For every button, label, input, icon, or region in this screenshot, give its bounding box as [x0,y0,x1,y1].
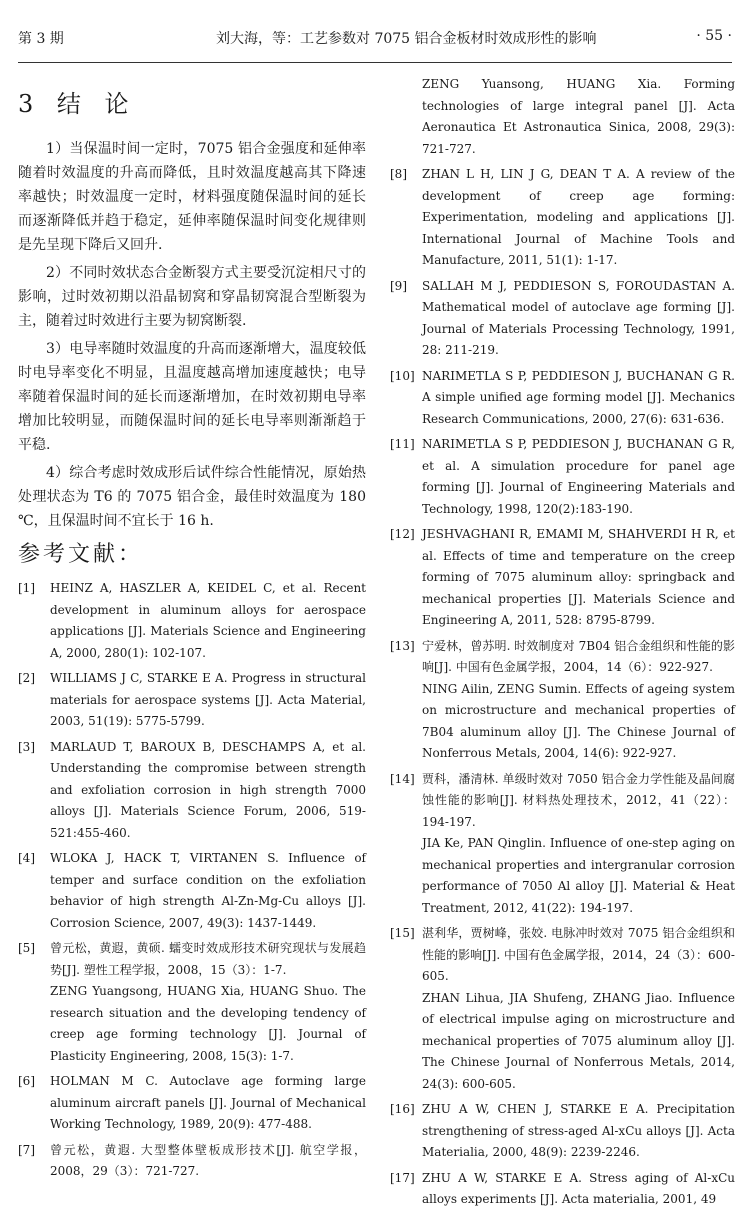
reference-body [422,923,735,1095]
reference-number: [12] [390,527,415,541]
reference-item [390,769,735,920]
reference-text: WILLIAMS J C, STARKE E A. Progress in structural materials for aerospace systems [J]. Acta Material, 2003, 51(19): 5775-5799. [50,671,366,728]
reference-item [390,164,735,272]
reference-body [422,524,735,632]
reference-text: WLOKA J, HACK T, VIRTANEN S. Influence of temper and surface condition on the exfoliation behavior of high strength Al-Zn-Mg-Cu alloys [J]. Corrosion Science, 2007, 49(3): 1437-1449. [50,851,366,930]
reference-continuation: ZENG Yuansong, HUANG Xia. Forming technologies of large integral panel [J]. Acta Aeronautica Et Astronautica Sinica, 2008, 29(3): 721-727. [422,77,735,156]
references-list-left [18,578,366,1183]
reference-item [18,737,366,845]
reference-number: [5] [18,941,35,955]
reference-item [390,1099,735,1164]
conclusion-paragraph: 3）电导率随时效温度的升高而逐渐增大，温度较低时电导率变化不明显，且温度越高增加速度越快；电导率随着保温时间的延长而逐渐增加，在时效初期电导率增加比较明显，而随保温时间的延长电导率则渐渐趋于平稳. [18,341,366,453]
reference-text: 宁爱林，曾苏明. 时效制度对 7B04 铝合金组织和性能的影响[J]. 中国有色金属学报，2004，14（6）：922-927. [422,638,735,674]
conclusion-paragraph: 1）当保温时间一定时，7075 铝合金强度和延伸率随着时效温度的升高而降低，且时效温度越高其下降速率越快；时效温度一定时，材料强度随保温时间的延长而逐渐降低并趋于稳定，延伸率随保温时间变化规律则是先呈现下降后又回升. [18,141,366,253]
reference-number: [4] [18,851,35,865]
right-column [390,74,735,1215]
reference-body [50,578,366,664]
reference-number: [9] [390,278,407,293]
reference-item [390,923,735,1095]
reference-text: ZHU A W, STARKE E A. Stress aging of Al-xCu alloys experiments [J]. Acta materialia, 2001, 49 [422,1170,735,1206]
reference-body [50,848,366,934]
reference-text: NARIMETLA S P, PEDDIESON J, BUCHANAN G R, et al. A simulation procedure for panel age forming [J]. Journal of Engineering Materials and Technology, 1998, 120(2):183-190. [422,437,735,516]
reference-text: NING Ailin, ZENG Sumin. Effects of ageing system on microstructure and mechanical properties of 7B04 aluminum alloy [J]. The Chinese Journal of Nonferrous Metals, 2004, 14(6): 922-927. [422,681,735,760]
reference-number: [7] [18,1142,35,1157]
reference-body [50,938,366,1067]
reference-text: ZHAN Lihua, JIA Shufeng, ZHANG Jiao. Influence of electrical impulse aging on microstructure and mechanical properties of 7075 aluminum alloy [J]. The Chinese Journal of Nonferrous Metals, 2014, 24(3): 600-605. [422,990,735,1091]
reference-body [422,276,735,362]
reference-text: 曾元松，黄遐，黄硕. 蠕变时效成形技术研究现状与发展趋势[J]. 塑性工程学报，2008，15（3）：1-7. [50,941,366,977]
reference-text: JESHVAGHANI R, EMAMI M, SHAHVERDI H R, et al. Effects of time and temperature on the creep forming of 7075 aluminum alloy: springback and mechanical properties [J]. Materials Science and Engineering A, 2011, 528: 8795-8799. [422,527,735,627]
reference-body [50,737,366,845]
reference-number: [16] [390,1102,415,1116]
reference-text: HEINZ A, HASZLER A, KEIDEL C, et al. Recent development in aluminum alloys for aerospace applications [J]. Materials Science and Engineering A, 2000, 280(1): 102-107. [50,581,366,660]
reference-item [390,276,735,362]
reference-text: SALLAH M J, PEDDIESON S, FOROUDASTAN A. Mathematical model of autoclave age forming [J]. Journal of Materials Processing Technology, 1991, 28: 211-219. [422,278,735,357]
reference-number: [1] [18,581,35,595]
reference-number: [3] [18,739,35,754]
reference-item [390,366,735,431]
reference-body [422,366,735,431]
reference-text: ZENG Yuangsong, HUANG Xia, HUANG Shuo. The research situation and the developing tendency of creep age forming technology [J]. Journal of Plasticity Engineering, 2008, 15(3): 1-7. [50,984,366,1063]
references-title: 参考文献： [18,542,144,567]
reference-body [422,434,735,520]
reference-text: ZHAN L H, LIN J G, DEAN T A. A review of the development of creep age forming: Experimentation, modeling and applications [J]. International Journal of Machine Tools and Manufacture, 2011, 51(1): 1-17. [422,167,735,267]
reference-body [422,636,735,765]
reference-body [422,1168,735,1211]
reference-number: [15] [390,926,415,940]
section-title: 3 结 论 [18,90,137,118]
reference-text: MARLAUD T, BAROUX B, DESCHAMPS A, et al. Understanding the compromise between strength and exfoliation corrosion in high strength 7000 alloys [J]. Materials Science Forum, 2006, 519-521:455-460. [50,739,366,840]
reference-text: JIA Ke, PAN Qinglin. Influence of one-step aging on mechanical properties and intergranular corrosion performance of 7050 Al alloy [J]. Material & Heat Treatment, 2012, 41(22): 194-197. [422,836,735,915]
reference-text: 贾科，潘清林. 单级时效对 7050 铝合金力学性能及晶间腐蚀性能的影响[J]. 材料热处理技术，2012，41（22）：194-197. [422,771,735,829]
reference-text: NARIMETLA S P, PEDDIESON J, BUCHANAN G R. A simple unified age forming model [J]. Mechanics Research Communications, 2000, 27(6): 631-636. [422,368,735,426]
reference-body [422,164,735,272]
reference-item [390,434,735,520]
reference-number: [2] [18,671,35,685]
reference-number: [6] [18,1074,35,1088]
reference-body [50,1140,366,1183]
running-header [18,0,732,63]
left-column [18,74,366,1187]
reference-item [390,1168,735,1211]
reference-text: HOLMAN M C. Autoclave age forming large aluminum aircraft panels [J]. Journal of Mechanical Working Technology, 1989, 20(9): 477-488. [50,1074,366,1131]
reference-item [18,1140,366,1183]
conclusion-paragraph: 2）不同时效状态合金断裂方式主要受沉淀相尺寸的影响，过时效初期以沿晶韧窝和穿晶韧窝混合型断裂为主，随着过时效进行主要为韧窝断裂. [18,265,366,329]
reference-item [18,938,366,1067]
reference-body [422,1099,735,1164]
running-title: 刘大海，等：工艺参数对 7075 铝合金板材时效成形性的影响 [216,31,597,47]
reference-number: [8] [390,167,407,181]
reference-item [18,848,366,934]
reference-item [18,1071,366,1136]
reference-number: [10] [390,368,415,383]
reference-item [390,524,735,632]
reference-item [18,578,366,664]
reference-number: [17] [390,1170,415,1185]
references-list-right [390,164,735,1211]
reference-number: [14] [390,771,415,786]
reference-number: [11] [390,437,415,451]
reference-body [50,1071,366,1136]
issue-number: 第 3 期 [18,31,64,47]
reference-body [422,769,735,920]
reference-text: 曾元松，黄遐. 大型整体壁板成形技术[J]. 航空学报，2008，29（3）：721-727. [50,1142,366,1178]
conclusion-paragraph: 4）综合考虑时效成形后试件综合性能情况，原始热处理状态为 T6 的 7075 铝合金，最佳时效温度为 180 ℃，且保温时间不宜长于 16 h. [18,465,366,529]
page-number: · 55 · [696,28,732,44]
reference-body [50,668,366,733]
reference-number: [13] [390,638,415,653]
reference-text: ZHU A W, CHEN J, STARKE E A. Precipitation strengthening of stress-aged Al-xCu alloys [J]. Acta Materialia, 2000, 48(9): 2239-2246. [422,1102,735,1159]
reference-item [390,636,735,765]
reference-text: 湛利华，贾树峰，张姣. 电脉冲时效对 7075 铝合金组织和性能的影响[J]. 中国有色金属学报，2014，24（3）：600-605. [422,926,735,983]
reference-item [18,668,366,733]
